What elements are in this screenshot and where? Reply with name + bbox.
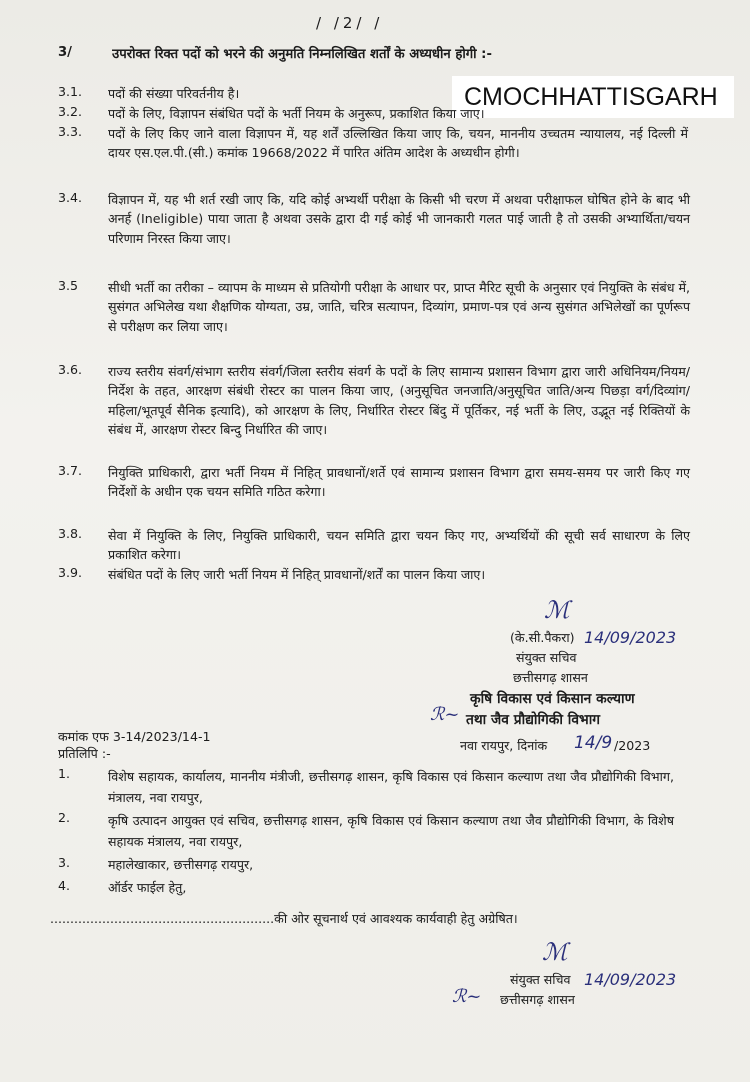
signatory-govt: छत्तीसगढ़ शासन [500, 992, 575, 1007]
signatory-dept-line1: कृषि विकास एवं किसान कल्याण [470, 691, 635, 707]
copy-text: ऑर्डर फाईल हेतु, [108, 880, 187, 895]
clause-text: पदों के लिए, विज्ञापन संबंधित पदों के भर्ती नियम के अनुरूप, प्रकाशित किया जाए। [108, 106, 485, 121]
heading-number: 3/ [58, 45, 72, 60]
clause-number: 3.6. [58, 362, 83, 377]
signatory-name: (के.सी.पैकरा) [510, 630, 575, 645]
place-date-label: नवा रायपुर, दिनांक [460, 738, 548, 753]
handwritten-day: 14/9 [574, 733, 613, 753]
clause-text: संबंधित पदों के लिए जारी भर्ती नियम में निहित् प्रावधानों/शर्तें का पालन किया जाए। [108, 567, 486, 582]
signatory-dept-line2: तथा जैव प्रौद्योगिकी विभाग [466, 712, 601, 728]
order-number: कमांक एफ 3-14/2023/14-1 [58, 729, 211, 744]
clause-number: 3.1. [58, 84, 83, 99]
signatory-govt: छत्तीसगढ़ शासन [513, 670, 588, 685]
signature-scribble: ℳ [542, 938, 568, 966]
clause-text: नियुक्ति प्राधिकारी, द्वारा भर्ती नियम में निहित् प्रावधानों/शर्ते एवं सामान्य प्रशासन विभाग द्वारा समय-समय पर जारी किए गए निर्देशों के अधीन एक चयन समिति गठित करेगा। [108, 465, 690, 500]
copy-text: कृषि उत्पादन आयुक्त एवं सचिव, छत्तीसगढ़ शासन, कृषि विकास एवं किसान कल्याण तथा जैव प्रौद्योगिकी विभाग, के विशेष सहायक मंत्रालय, नवा रायपुर, [108, 813, 674, 849]
copy-number: 1. [58, 766, 71, 781]
watermark-badge: CMOCHHATTISGARH [452, 76, 734, 118]
clause-number: 3.8. [58, 526, 83, 541]
copy-text: महालेखाकार, छत्तीसगढ़ रायपुर, [108, 857, 254, 872]
initials-scribble: ℛ~ [452, 986, 482, 1007]
clause-text: सीधी भर्ती का तरीका – व्यापम के माध्यम से प्रतियोगी परीक्षा के आधार पर, प्राप्त मैरिट सूची के अनुसार एवं नियुक्ति के संबंध में, सुसंगत अभिलेख यथा शैक्षणिक योग्यता, उम्र, जाति, चरित्र सत्यापन, दिव्यांग, प्रमाण-पत्र एवं अन्य सुसंगत अभिलेखों का पूर्णरूप से परीक्षण कर लिया जाए। [108, 280, 690, 334]
copy-number: 2. [58, 810, 71, 825]
clause-number: 3.4. [58, 190, 83, 205]
initials-scribble: ℛ~ [430, 704, 460, 725]
clause-text: राज्य स्तरीय संवर्ग/संभाग स्तरीय संवर्ग/जिला स्तरीय संवर्ग के पदों के लिए सामान्य प्रशासन विभाग द्वारा जारी अधिनियम/नियम/निर्देश के तहत, आरक्षण संबंधी रोस्टर का पालन किया जाए, (अनुसूचित जनजाति/अनुसूचित जाति/अन्य पिछड़ा वर्ग/दिव्यांग/महिला/भूतपूर्व सैनिक इत्यादि), को आरक्षण के लिए, निर्धारित रोस्टर बिंदु में पूर्तिकर, नई भर्ती के लिए, उद्भूत नई रिक्तियों के संबंध में, आरक्षण रोस्टर बिन्दु निर्धारित की जाए। [108, 364, 690, 437]
clause-text: पदों के लिए किए जाने वाला विज्ञापन में, यह शर्तें उल्लिखित किया जाए कि, चयन, माननीय उच्चतम न्यायालय, नई दिल्ली में दायर एस.एल.पी.(सी.) कमांक 19668/2022 में पारित अंतिम आदेश के अध्यधीन होगी। [108, 126, 688, 161]
date-year: /2023 [614, 738, 651, 753]
clause-text: विज्ञापन में, यह भी शर्त रखी जाए कि, यदि कोई अभ्यर्थी परीक्षा के किसी भी चरण में अथवा परीक्षाफल घोषित होने के बाद भी अनर्ह (Ineligible) पाया जाता है अथवा उसके द्वारा दी गई कोई भी जानकारी गलत पाई जाती है तो उसकी अभ्यार्थिता/चयन परिणाम निरस्त किया जाए। [108, 192, 690, 246]
forward-line: ........................................................की ओर सूचनार्थ एवं आवश्यक कार्यवाही हेतु अग्रेषित। [50, 911, 518, 926]
clause-number: 3.9. [58, 565, 83, 580]
clause-text: सेवा में नियुक्ति के लिए, नियुक्ति प्राधिकारी, चयन समिति द्वारा चयन किए गए, अभ्यर्थियों की सूची सर्व साधारण के लिए प्रकाशित करेगा। [108, 528, 690, 563]
clause-number: 3.5 [58, 278, 79, 293]
copy-to-label: प्रतिलिपि :- [58, 746, 111, 761]
clause-number: 3.3. [58, 124, 83, 139]
clause-text: पदों की संख्या परिवर्तनीय है। [108, 86, 240, 101]
copy-number: 3. [58, 855, 71, 870]
page-number: / /2/ / [316, 14, 384, 32]
clause-number: 3.2. [58, 104, 83, 119]
copy-text: विशेष सहायक, कार्यालय, माननीय मंत्रीजी, छत्तीसगढ़ शासन, कृषि विकास एवं किसान कल्याण तथा जैव प्रौद्योगिकी विभाग, मंत्रालय, नवा रायपुर, [108, 769, 674, 805]
copy-number: 4. [58, 878, 71, 893]
handwritten-date: 14/09/2023 [584, 970, 677, 989]
handwritten-date: 14/09/2023 [584, 628, 677, 647]
signatory-designation: संयुक्त सचिव [510, 972, 571, 987]
signatory-designation: संयुक्त सचिव [516, 650, 577, 665]
clause-number: 3.7. [58, 463, 83, 478]
heading-text: उपरोक्त रिक्त पदों को भरने की अनुमति निम्नलिखित शर्तों के अध्यधीन होगी :- [112, 47, 492, 62]
signature-scribble: ℳ [544, 596, 570, 624]
